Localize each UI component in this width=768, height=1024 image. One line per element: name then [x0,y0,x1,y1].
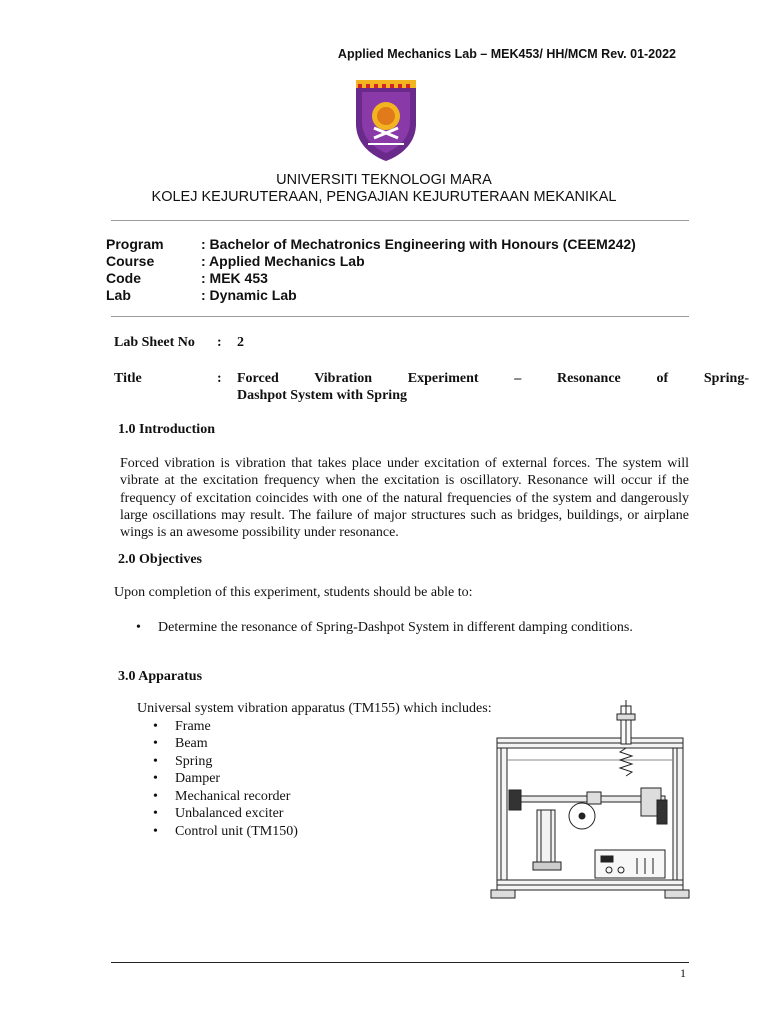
info-label: Program [106,236,164,252]
apparatus-item-text: Mechanical recorder [175,788,291,804]
info-value: : MEK 453 [201,270,268,286]
info-value: : Bachelor of Mechatronics Engineering with Honours (CEEM242) [201,236,636,252]
apparatus-item [137,718,492,736]
objective-text: Determine the resonance of Spring-Dashpot System in different damping conditions. [158,620,633,635]
bullet: • [153,718,158,734]
objectives-heading: 2.0 Objectives [118,552,202,567]
title-colon: : [217,371,222,386]
apparatus-item [137,805,492,823]
bullet: • [153,823,158,839]
info-row-lab [106,287,636,304]
introduction-text: Forced vibration is vibration that takes place under excitation of external forces. The system will vibrate at the excitation frequency when the excitation is oscillatory. Resonance will occur if the frequency of excitation coincides with one of the natural frequencies of the system and dangerously large oscillations may result. The failure of major structures such as bridges, buildings, or airplane wings is an awesome possibility under resonance. [120,456,689,541]
apparatus-item-text: Beam [175,736,208,751]
lab-sheet-colon: : [217,335,222,350]
program-info [106,236,636,304]
bullet: • [153,736,158,751]
info-value: : Applied Mechanics Lab [201,253,365,269]
bullet: • [136,620,141,635]
apparatus-heading: 3.0 Apparatus [118,669,203,684]
title-label: Title [114,371,142,386]
apparatus-item [137,823,492,841]
faculty-name: KOLEJ KEJURUTERAAN, PENGAJIAN KEJURUTERAAN MEKANIKAL [151,189,617,205]
lab-sheet-label: Lab Sheet No [114,335,195,350]
title-line-2: Dashpot System with Spring [237,388,407,403]
page-number: 1 [680,966,686,980]
info-row-program [106,236,636,253]
info-row-course [106,253,636,270]
apparatus-item-text: Unbalanced exciter [175,806,284,821]
apparatus-item [137,788,492,806]
info-value: : Dynamic Lab [201,287,297,303]
introduction-heading: 1.0 Introduction [118,422,215,437]
apparatus-item-text: Spring [175,753,213,769]
apparatus-item-text: Damper [175,771,221,786]
university-name: UNIVERSITI TEKNOLOGI MARA [276,172,492,188]
vibration-apparatus-figure [487,700,692,905]
bullet: • [153,753,158,769]
uitm-logo [354,78,418,162]
objective-item [136,619,696,637]
info-label: Lab [106,287,131,303]
bullet: • [153,806,158,821]
divider [111,316,689,317]
bullet: • [153,788,158,804]
document-reference: Applied Mechanics Lab – MEK453/ HH/MCM Rev. 01-2022 [337,47,676,61]
divider [111,220,689,221]
bullet: • [153,771,158,786]
lab-sheet-number [114,335,244,351]
footer-divider [111,962,689,963]
institution-block [0,172,768,206]
info-label: Course [106,253,155,269]
apparatus-item [137,753,492,771]
apparatus-item-text: Frame [175,718,211,734]
apparatus-lead: Universal system vibration apparatus (TM155) which includes: [137,701,492,716]
info-row-code [106,270,636,287]
lab-sheet-value: 2 [237,335,244,350]
apparatus-item-text: Control unit (TM150) [175,823,298,839]
title-line-1: Forced Vibration Experiment – Resonance of Spring- [237,371,749,386]
apparatus-list [137,700,492,840]
apparatus-item [137,770,492,788]
apparatus-item [137,735,492,753]
objectives-lead: Upon completion of this experiment, students should be able to: [114,585,473,600]
info-label: Code [106,270,141,286]
